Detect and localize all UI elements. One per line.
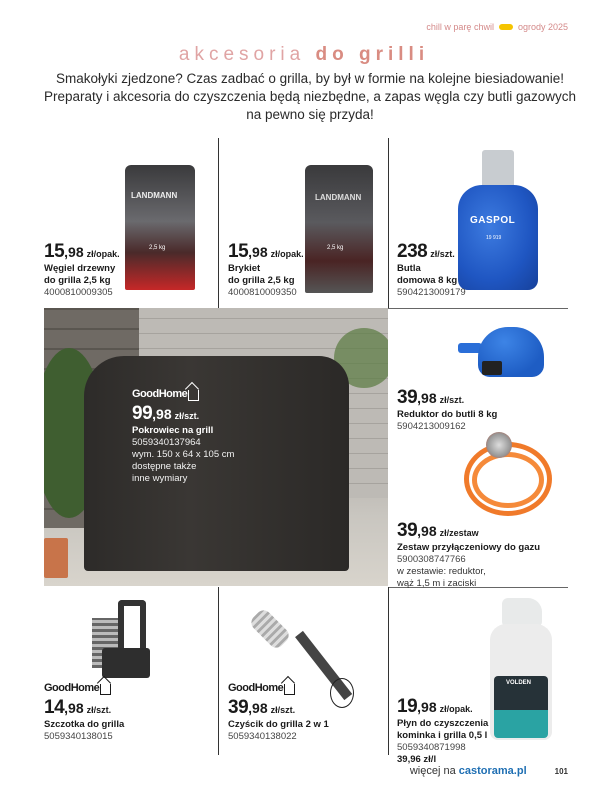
product-code: 5059340138022 xyxy=(228,731,297,742)
title-bold: do grilli xyxy=(315,44,430,65)
product-card[interactable] xyxy=(44,242,120,299)
bag-label: LANDMANN xyxy=(315,193,362,202)
product-card[interactable] xyxy=(397,521,540,590)
product-name: Brykiet do grilla 2,5 kg xyxy=(228,263,295,286)
price: 238 zł/szt. xyxy=(397,241,455,262)
brand-logo: GoodHome xyxy=(228,681,329,695)
price: 99,98 zł/szt. xyxy=(132,403,200,424)
bag-label: LANDMANN xyxy=(131,191,178,200)
product-card[interactable] xyxy=(397,388,497,433)
product-name: Płyn do czyszczenia kominka i grilla 0,5 l xyxy=(397,718,489,741)
product-note: inne wymiary xyxy=(132,473,188,484)
spray-brand: VOLDEN xyxy=(506,680,532,686)
footer-more: więcej na castorama.pl xyxy=(409,765,527,777)
page-number: 101 xyxy=(554,767,568,776)
product-code: 5059340137964 xyxy=(132,437,201,448)
product-card[interactable] xyxy=(397,242,466,299)
tagline-left: chill w parę chwil xyxy=(426,22,494,32)
cleaning-spray-image xyxy=(490,598,552,740)
divider xyxy=(218,138,219,308)
divider xyxy=(388,138,389,308)
page-title xyxy=(0,44,608,66)
product-card[interactable] xyxy=(132,387,234,485)
tagline-right: ogrody 2025 xyxy=(517,22,568,32)
product-code: 4000810009305 xyxy=(44,287,113,298)
house-icon xyxy=(100,684,111,695)
briquette-bag-image xyxy=(305,165,373,293)
product-note: dostępne także xyxy=(132,461,197,472)
price: 15,98 zł/opak. xyxy=(44,241,120,262)
product-name: Butla domowa 8 kg xyxy=(397,263,458,286)
divider xyxy=(388,308,568,309)
price: 39,98 zł/szt. xyxy=(228,697,296,718)
flower-pot xyxy=(44,538,68,578)
product-card[interactable] xyxy=(228,242,304,299)
price: 14,98 zł/szt. xyxy=(44,697,112,718)
gas-reducer-image xyxy=(458,325,548,385)
gas-cylinder-image xyxy=(458,150,538,290)
price: 39,98 zł/szt. xyxy=(397,387,465,408)
castorama-link[interactable]: castorama.pl xyxy=(458,765,527,777)
brand-logo: GoodHome xyxy=(44,681,124,695)
product-note: wym. 150 x 64 x 105 cm xyxy=(132,449,235,460)
price: 39,98 zł/zestaw xyxy=(397,520,479,541)
unit-price: 39,96 zł/l xyxy=(397,754,437,765)
bag-weight: 2,5 kg xyxy=(149,245,166,251)
tagline xyxy=(426,22,568,32)
product-card[interactable] xyxy=(44,681,124,743)
product-name: Reduktor do butli 8 kg xyxy=(397,409,498,420)
gas-number: 19 919 xyxy=(486,235,502,241)
gas-hose-set-image xyxy=(462,432,558,518)
product-code: 5059340138015 xyxy=(44,731,113,742)
product-card[interactable] xyxy=(397,697,488,766)
price: 19,98 zł/opak. xyxy=(397,696,473,717)
product-name: Czyścik do grilla 2 w 1 xyxy=(228,719,329,730)
footer xyxy=(410,765,568,777)
product-name: Zestaw przyłączeniowy do gazu xyxy=(397,542,541,553)
house-icon xyxy=(284,684,295,695)
grill-brush-image xyxy=(88,600,150,678)
product-note: wąż 1,5 m i zaciski xyxy=(397,578,477,589)
bag-weight: 2,5 kg xyxy=(327,245,344,251)
brand-logo: GoodHome xyxy=(132,387,234,401)
product-code: 4000810009350 xyxy=(228,287,297,298)
product-code: 5904213009179 xyxy=(397,287,466,298)
price: 15,98 zł/opak. xyxy=(228,241,304,262)
title-light: akcesoria xyxy=(178,44,306,65)
product-code: 5059340871998 xyxy=(397,742,466,753)
product-note: w zestawie: reduktor, xyxy=(397,566,486,577)
intro-text: Smakołyki zjedzone? Czas zadbać o grilla, by był w formie na kolejne biesiadowanie! Preparaty i akcesoria do czyszczenia będą niezbędne, a zapas węgla czy butli gazowych na pewno się przyda! xyxy=(43,71,577,122)
product-card[interactable] xyxy=(228,681,329,743)
gas-brand: GASPOL xyxy=(470,215,516,226)
charcoal-bag-image xyxy=(125,165,195,290)
product-code: 5900308747766 xyxy=(397,554,466,565)
divider xyxy=(218,587,219,755)
house-icon xyxy=(188,390,199,401)
product-name: Pokrowiec na grill xyxy=(132,425,214,436)
product-name: Szczotka do grilla xyxy=(44,719,125,730)
pill-icon xyxy=(499,24,513,30)
product-name: Węgiel drzewny do grilla 2,5 kg xyxy=(44,263,116,286)
divider xyxy=(388,587,389,755)
product-code: 5904213009162 xyxy=(397,421,466,432)
